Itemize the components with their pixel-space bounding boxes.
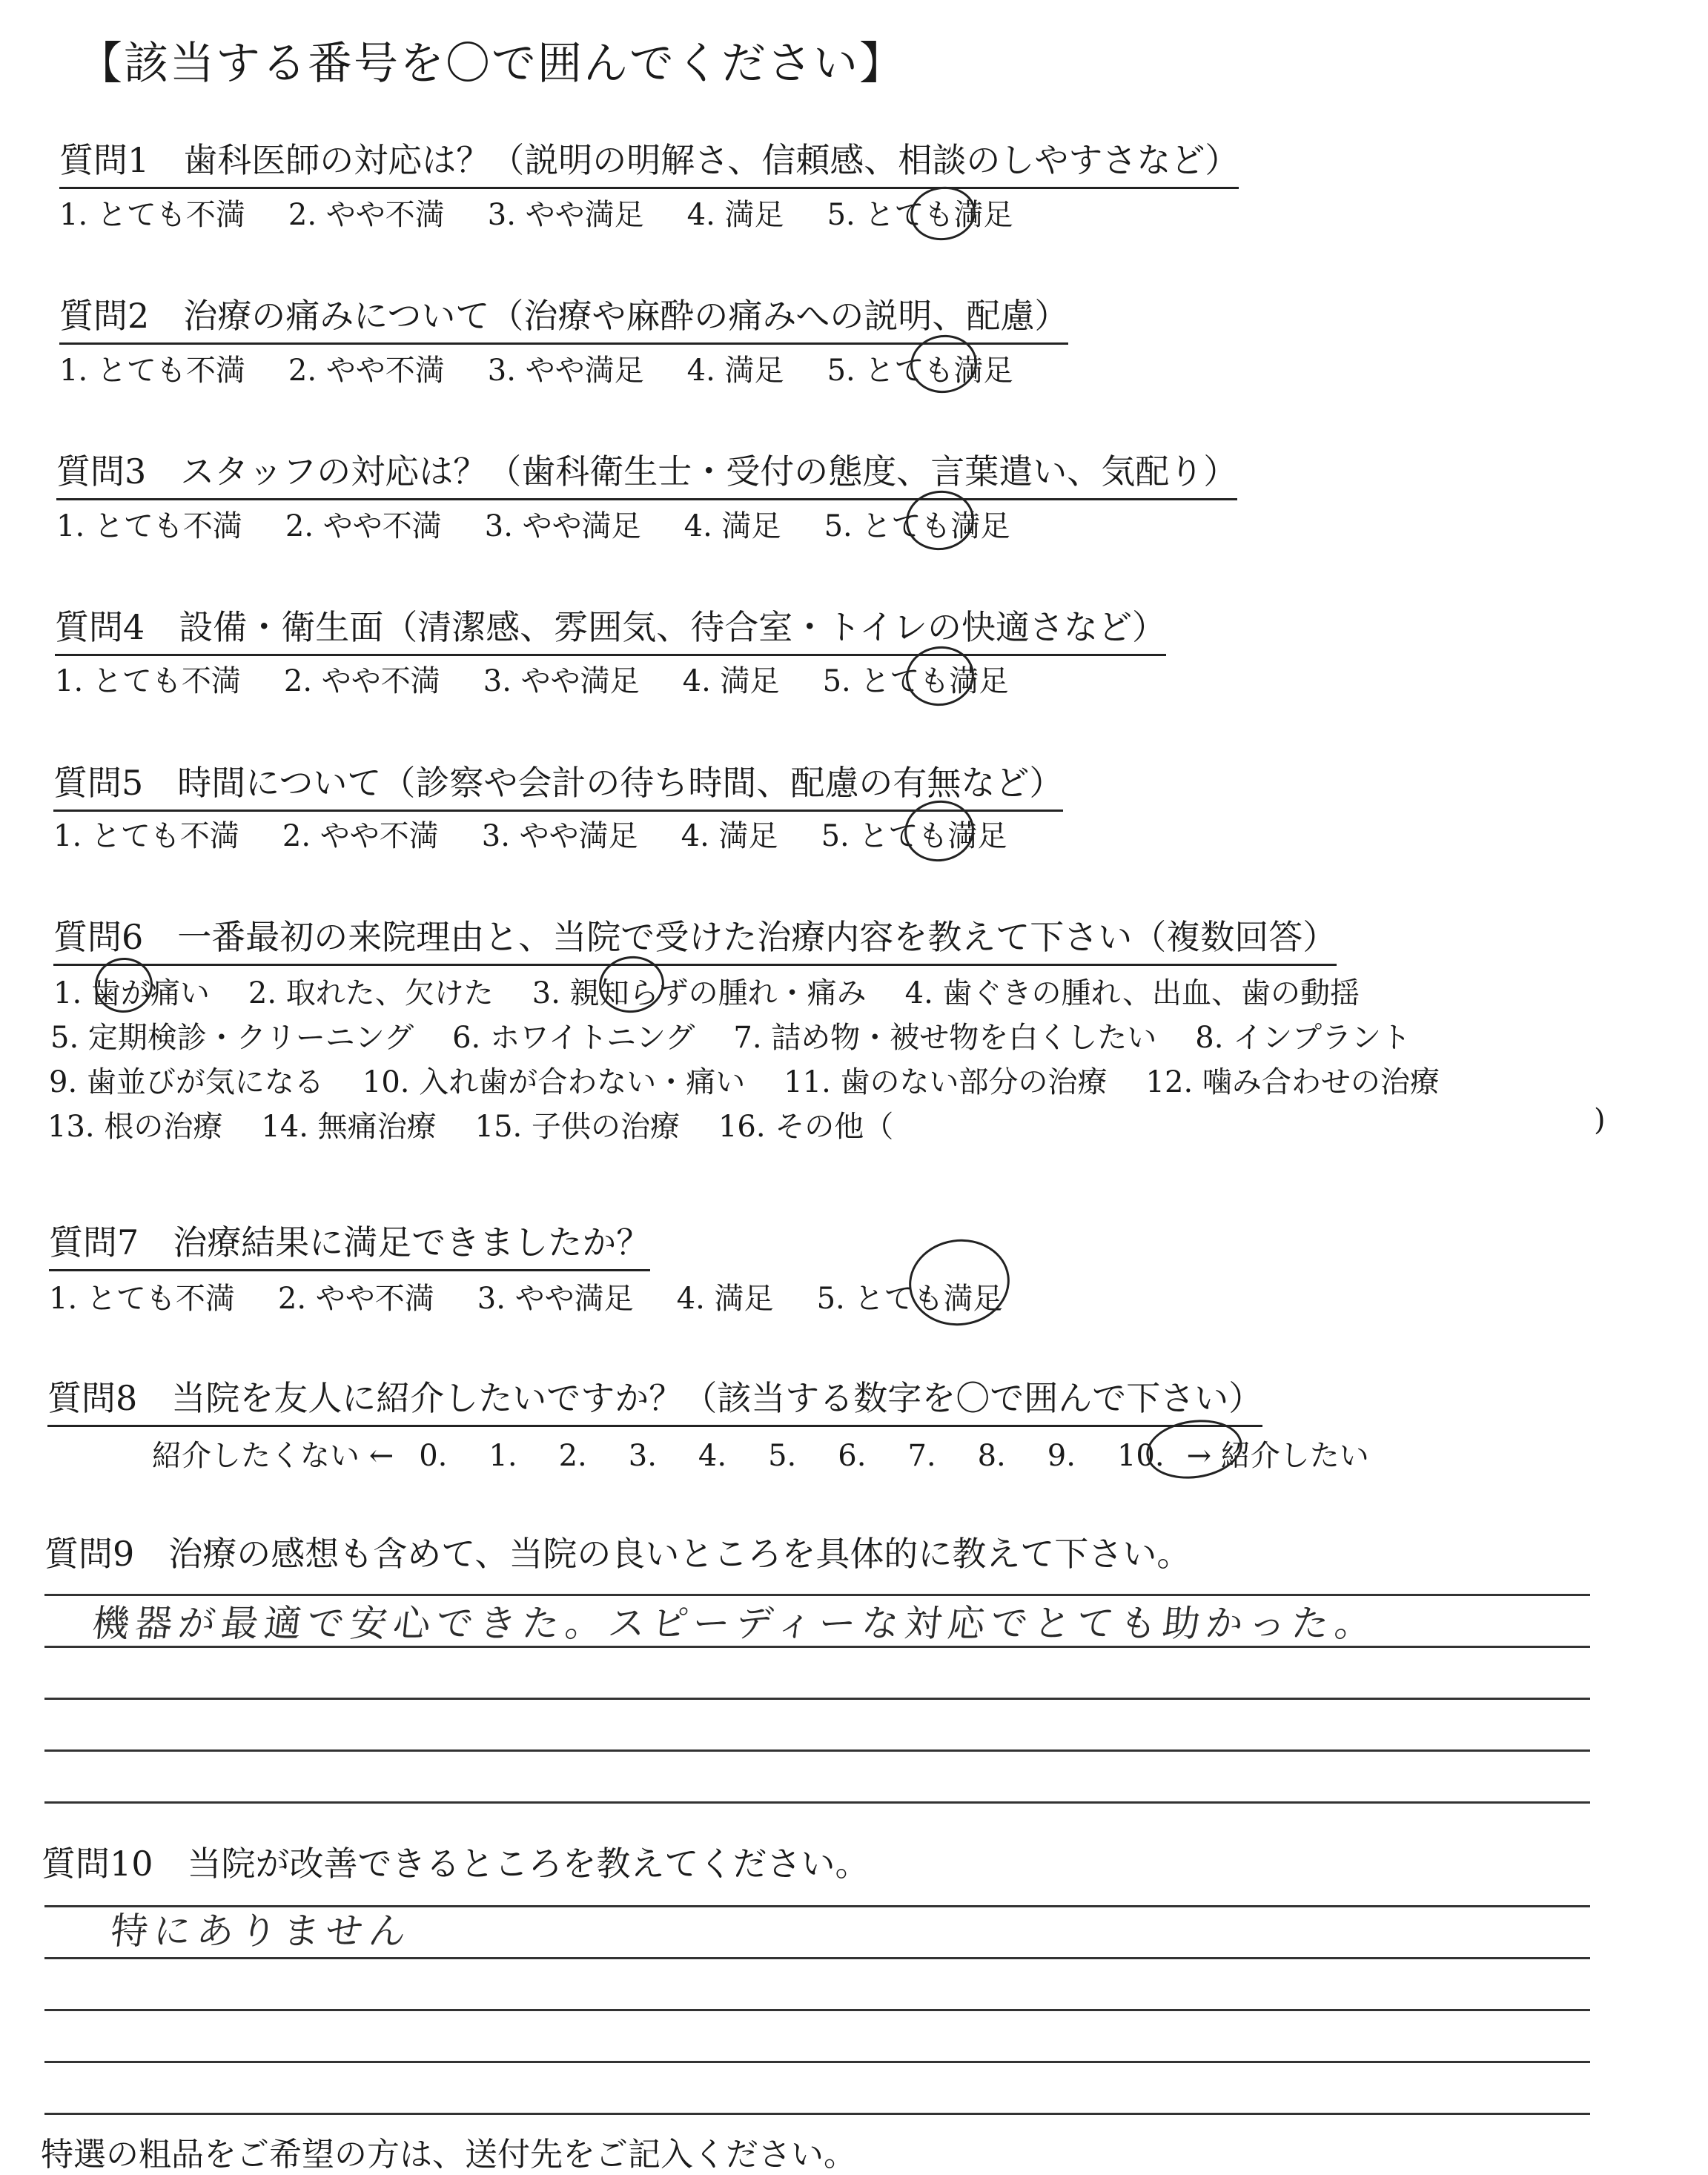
answer-line (44, 2009, 1590, 2011)
question-2-options (59, 347, 1056, 389)
q9-handwritten-answer[interactable]: 機器が最適で安心できた。スピーディーな対応でとても助かった。 (90, 1602, 1380, 1645)
q5-option-3[interactable]: 3. やや満足 (481, 819, 638, 853)
q2-option-4[interactable]: 4. 満足 (686, 354, 784, 388)
page-title: 【該当する番号を〇で囲んでください】 (78, 38, 905, 90)
q1-option-1[interactable]: 1. とても不満 (59, 198, 245, 232)
q8-value-7[interactable]: 7. (907, 1439, 936, 1473)
q6-option-1[interactable]: 1. 歯が痛い (53, 976, 210, 1010)
q8-value-10[interactable]: 10. (1116, 1439, 1165, 1473)
question-10-label: 質問10 当院が改善できるところを教えてください。 (42, 1844, 870, 1884)
q2-option-1[interactable]: 1. とても不満 (59, 354, 245, 388)
q7-option-2[interactable]: 2. やや不満 (277, 1282, 434, 1316)
question-8-label: 質問8 当院を友人に紹介したいですか？（該当する数字を〇で囲んで下さい） (47, 1371, 1262, 1427)
question-6-row-4 (47, 1103, 932, 1145)
q8-value-6[interactable]: 6. (838, 1439, 867, 1473)
q6-option-11[interactable]: 11. 歯のない部分の治療 (784, 1065, 1108, 1099)
q6-option-12[interactable]: 12. 噛み合わせの治療 (1145, 1065, 1440, 1099)
question-9-label: 質問9 治療の感想も含めて、当院の良いところを具体的に教えて下さい。 (44, 1534, 1191, 1574)
q8-value-5[interactable]: 5. (768, 1439, 797, 1473)
q4-option-5[interactable]: 5. とても満足 (822, 664, 1009, 698)
question-4-options (55, 658, 1051, 700)
q8-value-0[interactable]: 0. (419, 1439, 448, 1473)
q8-value-9[interactable]: 9. (1047, 1439, 1076, 1473)
q3-option-3[interactable]: 3. やや満足 (484, 509, 641, 543)
q6-option-5[interactable]: 5. 定期検診・クリーニング (50, 1021, 414, 1055)
q1-option-3[interactable]: 3. やや満足 (487, 198, 644, 232)
q3-option-5[interactable]: 5. とても満足 (824, 509, 1010, 543)
question-7-options (49, 1275, 1045, 1317)
q8-left-label: 紹介したくない ← (152, 1439, 394, 1473)
q6-option-6[interactable]: 6. ホワイトニング (452, 1021, 695, 1055)
q4-option-4[interactable]: 4. 満足 (682, 664, 780, 698)
question-3-label: 質問3 スタッフの対応は？（歯科衛生士・受付の態度、言葉遣い、気配り） (56, 445, 1237, 500)
question-6-row-1 (53, 970, 1398, 1012)
q6-option-15[interactable]: 15. 子供の治療 (474, 1110, 680, 1144)
answer-line (44, 2061, 1590, 2063)
q6-option-14[interactable]: 14. 無痛治療 (261, 1110, 437, 1144)
q1-option-4[interactable]: 4. 満足 (686, 198, 784, 232)
question-7-label: 質問7 治療結果に満足できましたか？ (49, 1216, 650, 1271)
question-1-options (59, 191, 1056, 234)
q8-value-3[interactable]: 3. (628, 1439, 657, 1473)
question-6-row-2 (50, 1014, 1449, 1056)
q8-value-8[interactable]: 8. (977, 1439, 1006, 1473)
answer-line (44, 1698, 1590, 1700)
q6-option-13[interactable]: 13. 根の治療 (47, 1110, 223, 1144)
q6-other-close-paren: ) (1594, 1103, 1606, 1137)
question-6-row-3 (49, 1059, 1478, 1101)
q6-option-10[interactable]: 10. 入れ歯が合わない・痛い (362, 1065, 746, 1099)
q8-value-2[interactable]: 2. (558, 1439, 587, 1473)
q5-option-4[interactable]: 4. 満足 (681, 819, 778, 853)
q5-option-2[interactable]: 2. やや不満 (282, 819, 439, 853)
q4-option-3[interactable]: 3. やや満足 (483, 664, 640, 698)
question-6-label: 質問6 一番最初の来院理由と、当院で受けた治療内容を教えて下さい（複数回答） (53, 910, 1337, 966)
q6-option-7[interactable]: 7. 詰め物・被せ物を白くしたい (733, 1021, 1157, 1055)
q4-option-1[interactable]: 1. とても不満 (55, 664, 241, 698)
q10-handwritten-answer[interactable]: 特にありません (108, 1910, 414, 1953)
question-5-options (53, 812, 1050, 855)
question-3-options (56, 503, 1053, 545)
footer-note: 特選の粗品をご希望の方は、送付先をご記入ください。 (41, 2136, 856, 2174)
question-1-label: 質問1 歯科医師の対応は？（説明の明解さ、信頼感、相談のしやすさなど） (59, 133, 1239, 189)
q5-option-1[interactable]: 1. とても不満 (53, 819, 239, 853)
q1-option-5[interactable]: 5. とても満足 (827, 198, 1013, 232)
answer-line (44, 1957, 1590, 1959)
q8-value-4[interactable]: 4. (698, 1439, 727, 1473)
q6-option-9[interactable]: 9. 歯並びが気になる (49, 1065, 324, 1099)
q3-option-2[interactable]: 2. やや不満 (285, 509, 442, 543)
q7-option-5[interactable]: 5. とても満足 (816, 1282, 1003, 1316)
answer-line (44, 1749, 1590, 1752)
q7-option-1[interactable]: 1. とても不満 (49, 1282, 235, 1316)
q1-option-2[interactable]: 2. やや不満 (288, 198, 445, 232)
q3-option-1[interactable]: 1. とても不満 (56, 509, 242, 543)
answer-line (44, 1801, 1590, 1804)
q2-option-3[interactable]: 3. やや満足 (487, 354, 644, 388)
q6-option-3[interactable]: 3. 親知らずの腫れ・痛み (532, 976, 867, 1010)
question-5-label: 質問5 時間について（診察や会計の待ち時間、配慮の有無など） (53, 756, 1063, 812)
question-2-label: 質問2 治療の痛みについて（治療や麻酔の痛みへの説明、配慮） (59, 289, 1068, 345)
q3-option-4[interactable]: 4. 満足 (683, 509, 781, 543)
q6-option-2[interactable]: 2. 取れた、欠けた (248, 976, 494, 1010)
q4-option-2[interactable]: 2. やや不満 (283, 664, 440, 698)
q2-option-5[interactable]: 5. とても満足 (827, 354, 1013, 388)
q6-option-8[interactable]: 8. インプラント (1195, 1021, 1411, 1055)
q6-option-4[interactable]: 4. 歯ぐきの腫れ、出血、歯の動揺 (904, 976, 1360, 1010)
answer-line (44, 2113, 1590, 2115)
q8-value-1[interactable]: 1. (489, 1439, 517, 1473)
q6-option-16[interactable]: 16. その他（ (718, 1110, 894, 1144)
q7-option-3[interactable]: 3. やや満足 (477, 1282, 634, 1316)
question-4-label: 質問4 設備・衛生面（清潔感、雰囲気、待合室・トイレの快適さなど） (55, 600, 1166, 656)
q2-option-2[interactable]: 2. やや不満 (288, 354, 445, 388)
q5-option-5[interactable]: 5. とても満足 (821, 819, 1007, 853)
q7-option-4[interactable]: 4. 満足 (676, 1282, 774, 1316)
q8-right-label: → 紹介したい (1186, 1439, 1369, 1473)
